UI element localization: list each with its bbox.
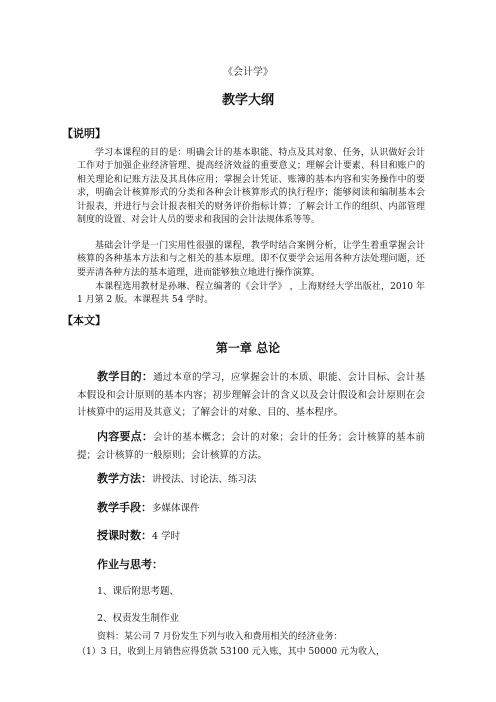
material-line: 资料：某公司 7 月份发生下列与收入和费用相关的经济业务：: [97, 632, 343, 642]
body-heading: 【本文】: [62, 314, 106, 327]
chapter-title: 第一章 总论: [215, 341, 281, 355]
teaching-method-label: 教学方法：: [97, 472, 152, 485]
teaching-method-text: 讲授法、讨论法、练习法: [152, 474, 257, 485]
key-points-label: 内容要点：: [97, 430, 154, 443]
notes-paragraph-3: 本课程选用教材是孙琳、程立编著的《会计学》 ，上海财经大学出版社，2010 年 1 月第 2 版。本课程共 54 学时。: [77, 282, 425, 306]
teaching-means-text: 多媒体课件: [152, 503, 200, 514]
course-title: 《会计学》: [223, 67, 273, 78]
homework-label: 作业与思考：: [97, 558, 163, 571]
teaching-hours: [97, 528, 180, 545]
notes-paragraph-2: 基础会计学是一门实用性很强的课程，教学时结合案例分析，让学生着重掌握会计核算的各种基本方法和与之相关的基本原理。即不仅要学会运用各种方法处理问题，还要弄清各种方法的基本道理，进而能够独立地进行操作演算。: [77, 241, 425, 278]
homework-item-2: 2、权责发生制作业: [97, 613, 180, 624]
teaching-means: [97, 500, 200, 517]
teaching-hours-text: 4 学时: [152, 531, 181, 542]
outline-title: 教学大纲: [221, 93, 274, 108]
teaching-hours-label: 授课时数：: [97, 529, 152, 542]
homework-item-1: 1、课后附思考题、: [97, 586, 180, 597]
notes-heading: 【说明】: [62, 127, 106, 140]
teaching-method: [97, 471, 257, 488]
teaching-aim-label: 教学目的：: [97, 370, 154, 383]
teaching-means-label: 教学手段：: [97, 501, 152, 514]
notes-paragraph-1: 学习本课程的目的是：明确会计的基本职能、特点及其对象、任务，认识做好会计工作对于加强企业经济管理、提高经济效益的重要意义；理解会计要素、科目和账户的相关理论和记账方法及其具体应用；掌握会计凭证、账簿的基本内容和实务操作中的要求，明确会计核算形式的分类和各种会计核算形式的执行程序；能够阅读和编制基本会计报表，并进行与会计报表相关的财务评价指标计算；了解会计工作的组织、内部管理制度的设置、对会计人员的要求和我国的会计法规体系等等。: [77, 148, 425, 226]
key-points: [77, 428, 425, 464]
teaching-aim-text: 通过本章的学习，应掌握会计的本质、职能、会计目标、会计基本假设和会计原则的基本内容；初步理解会计的含义以及会计假设和会计原则在会计核算中的运用及其意义；了解会计的对象、目的、基本程序。: [77, 372, 425, 418]
key-points-text: 会计的基本概念；会计的对象；会计的任务；会计核算的基本前提；会计核算的一般原则；会计核算的方法。: [77, 432, 425, 461]
teaching-aim: [77, 368, 425, 422]
transaction-line-1: （1）3 日，收到上月销售应得货款 53100 元入账，其中 50000 元为收入，: [77, 647, 386, 657]
